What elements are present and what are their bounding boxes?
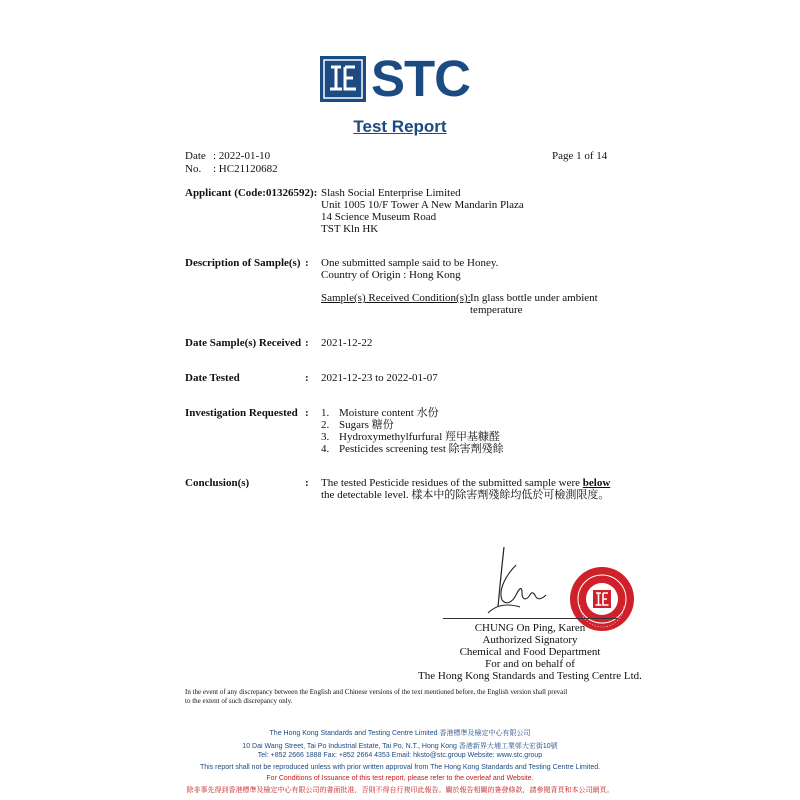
report-no-label: No. — [185, 163, 202, 175]
list-item — [321, 419, 504, 431]
applicant-label: Applicant (Code:01326592): — [185, 187, 318, 199]
item-number: 3. — [321, 431, 330, 443]
signatory-line: Chemical and Food Department — [459, 646, 601, 658]
footer-company: The Hong Kong Standards and Testing Centre Limited 香港標準及檢定中心有限公司 — [269, 730, 531, 737]
conclusion-text — [321, 477, 610, 501]
description-text — [321, 257, 498, 281]
applicant-line: TST Kln HK — [321, 223, 379, 235]
applicant-line: Slash Social Enterprise Limited — [321, 187, 461, 199]
investigation-list — [321, 407, 504, 455]
applicant-line: Unit 1005 10/F Tower A New Mandarin Plaza — [321, 199, 524, 211]
footer-notice-3: 除非事先得到香港標準及檢定中心有限公司的書面批准，否則不得自行複印此報告。關於報告相關的簽發條款，請參閱背頁和本公司網頁。 — [186, 787, 614, 794]
signatory-line: The Hong Kong Standards and Testing Centre Ltd. — [418, 670, 642, 682]
logo-text: STC — [371, 50, 470, 107]
disclaimer-line: In the event of any discrepancy between the English and Chinese versions of the text mentioned before, the English version shall prevail — [185, 688, 568, 696]
list-item — [321, 407, 504, 419]
stc-logo — [319, 50, 491, 107]
applicant-line: 14 Science Museum Road — [321, 211, 437, 223]
item-number: 2. — [321, 419, 330, 431]
item-number: 1. — [321, 407, 330, 419]
condition-line: temperature — [470, 304, 523, 316]
footer-notice-2: For Conditions of Issuance of this test report, please refer to the overleaf and Website. — [266, 775, 534, 782]
tested-colon: : — [305, 372, 309, 384]
list-item — [321, 443, 504, 455]
item-text: Pesticides screening test 除害劑殘餘 — [339, 443, 504, 455]
disclaimer-line: to the extent of such discrepancy only. — [185, 697, 293, 705]
received-label: Date Sample(s) Received — [185, 337, 302, 349]
signature-icon — [476, 545, 566, 620]
footer-contact: Tel: +852 2666 1888 Fax: +852 2664 4353 Email: hksto@stc.group Website: www.stc.group — [257, 752, 543, 759]
description-line: Country of Origin : Hong Kong — [321, 269, 461, 281]
tested-label: Date Tested — [185, 372, 240, 384]
conclusion-emphasis: below — [582, 477, 611, 489]
tested-value: 2021-12-23 to 2022-01-07 — [321, 372, 438, 384]
footer-address: 10 Dai Wang Street, Tai Po Industrial Estate, Tai Po, N.T., Hong Kong 香港新界大埔工業邨大宏街10號 — [242, 743, 558, 750]
list-item — [321, 431, 504, 443]
date-label: Date — [185, 150, 206, 162]
condition-line: In glass bottle under ambient — [470, 292, 598, 304]
received-value: 2021-12-22 — [321, 337, 373, 349]
condition-text — [470, 292, 598, 316]
stc-emblem-icon — [319, 55, 367, 103]
received-colon: : — [305, 337, 309, 349]
item-text: Hydroxymethylfurfural 羥甲基糠醛 — [339, 431, 500, 443]
page-title: Test Report — [353, 117, 447, 136]
item-number: 4. — [321, 443, 330, 455]
signatory-line: CHUNG On Ping, Karen — [474, 622, 586, 634]
signatory-block — [380, 622, 680, 682]
conclusion-part1: The tested Pesticide residues of the submitted sample were — [321, 477, 583, 489]
conclusion-colon: : — [305, 477, 309, 489]
item-text: Sugars 糖份 — [339, 419, 394, 431]
footer-notice-1: This report shall not be reproduced unless with prior written approval from The Hong Kong Standards and Testing Centre Limited. — [199, 764, 601, 771]
disclaimer — [185, 688, 567, 706]
applicant-address — [321, 187, 524, 235]
conclusion-line-1 — [321, 477, 610, 489]
item-text: Moisture content 水份 — [339, 407, 439, 419]
condition-label: Sample(s) Received Condition(s): — [321, 292, 471, 304]
signatory-line: Authorized Signatory — [482, 634, 578, 646]
conclusion-line-2: the detectable level. 樣本中的除害劑殘餘均低於可檢測限度。 — [321, 489, 610, 501]
investigation-colon: : — [305, 407, 309, 419]
signature-line — [443, 618, 618, 619]
page-number: Page 1 of 14 — [552, 150, 608, 162]
conclusion-label: Conclusion(s) — [185, 477, 250, 489]
description-line: One submitted sample said to be Honey. — [321, 257, 499, 269]
description-colon: : — [305, 257, 309, 269]
date-value: : 2022-01-10 — [213, 150, 271, 162]
description-label: Description of Sample(s) — [185, 257, 301, 269]
report-no-value: : HC21120682 — [213, 163, 278, 175]
investigation-label: Investigation Requested — [185, 407, 298, 419]
signatory-line: For and on behalf of — [485, 658, 575, 670]
